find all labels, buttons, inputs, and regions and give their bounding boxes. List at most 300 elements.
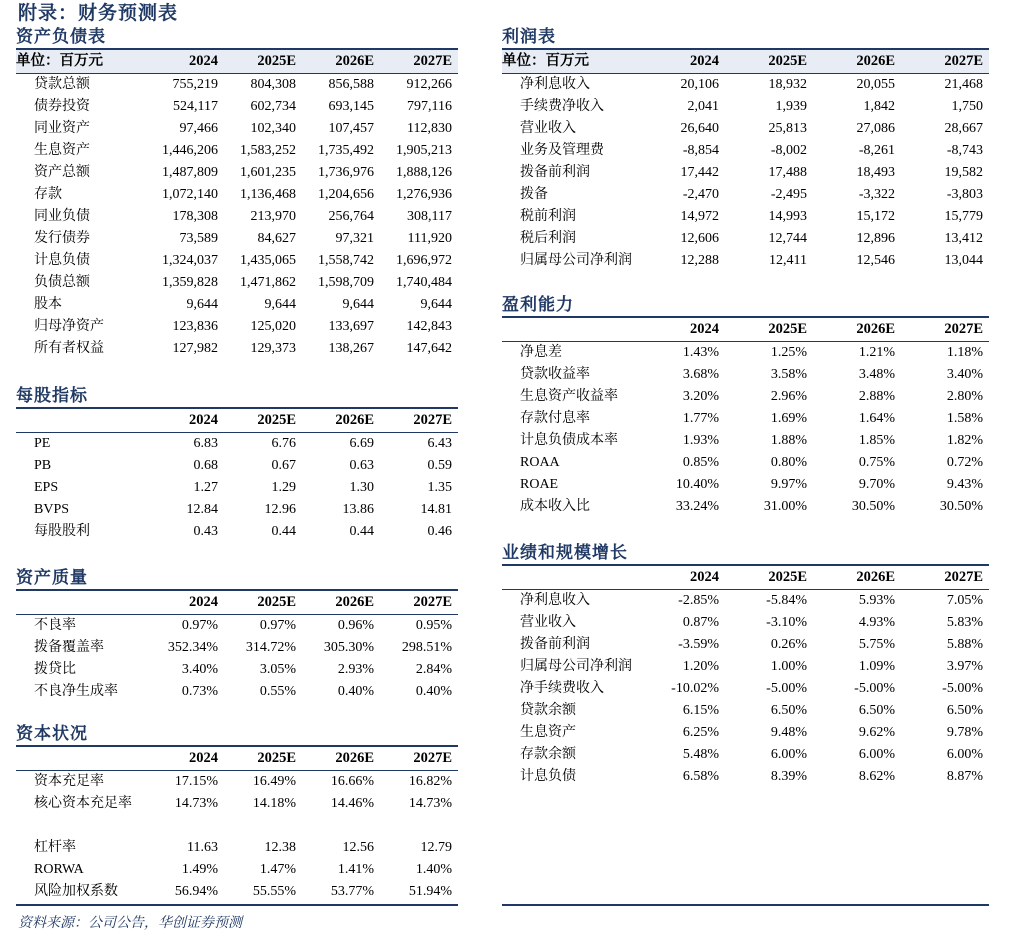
cell-value: 6.00% <box>770 747 807 762</box>
table-row <box>502 118 989 140</box>
year-header: 2026E <box>813 318 901 342</box>
table-row <box>502 342 989 365</box>
table-row <box>502 206 989 228</box>
cell-value: 0.44 <box>349 524 374 539</box>
cell-value: 107,457 <box>328 121 374 136</box>
section-growth <box>502 542 989 788</box>
section-title: 资本状况 <box>16 724 88 743</box>
cell-value: 8.62% <box>858 769 895 784</box>
cell-value: 0.96% <box>337 618 374 633</box>
row-label: 所有者权益 <box>34 341 104 356</box>
row-label: 存款 <box>34 187 62 202</box>
cell-value: 14.73% <box>408 796 452 811</box>
year-header: 2024 <box>146 409 224 433</box>
cell-value: 0.97% <box>181 618 218 633</box>
bottom-divider-left <box>16 904 458 906</box>
row-label: 营业收入 <box>520 121 576 136</box>
year-header: 2027E <box>380 591 458 615</box>
row-label: 股本 <box>34 297 62 312</box>
per-share-table <box>16 409 458 543</box>
table-row <box>16 338 458 360</box>
section-title: 每股指标 <box>16 386 88 405</box>
cell-value: 56.94% <box>174 884 218 899</box>
cell-value: -8,854 <box>682 143 719 158</box>
cell-value: 97,321 <box>335 231 374 246</box>
cell-value: 308,117 <box>407 209 452 224</box>
row-label: 不良率 <box>34 618 76 633</box>
cell-value: 17.15% <box>174 774 218 789</box>
cell-value: 5.88% <box>946 637 983 652</box>
cell-value: 17,488 <box>768 165 807 180</box>
cell-value: 1.82% <box>946 433 983 448</box>
table-row <box>16 815 458 837</box>
cell-value: 2.88% <box>858 389 895 404</box>
row-label: 计息负债 <box>34 253 90 268</box>
cell-value: 0.59 <box>427 458 452 473</box>
header-spacer <box>16 747 146 771</box>
cell-value: 797,116 <box>407 99 452 114</box>
cell-value: 13,412 <box>944 231 983 246</box>
unit-label: 单位：百万元 <box>502 50 637 74</box>
cell-value <box>146 815 224 837</box>
asset-quality-table <box>16 591 458 703</box>
table-row <box>16 793 458 815</box>
cell-value: 147,642 <box>406 341 452 356</box>
cell-value: 1.30 <box>349 480 374 495</box>
cell-value: 7.05% <box>946 593 983 608</box>
cell-value: 755,219 <box>172 77 218 92</box>
row-label: 生息资产 <box>34 143 90 158</box>
section-income <box>502 26 989 272</box>
cell-value: 15,779 <box>944 209 983 224</box>
cell-value: 6.50% <box>770 703 807 718</box>
cell-value: 12,546 <box>856 253 895 268</box>
year-header: 2024 <box>146 747 224 771</box>
cell-value: 12.56 <box>342 840 374 855</box>
table-row <box>502 184 989 206</box>
cell-value: 0.87% <box>682 615 719 630</box>
cell-value: 26,640 <box>680 121 719 136</box>
cell-value: -3.10% <box>766 615 807 630</box>
source-note: 资料来源：公司公告，华创证券预测 <box>18 916 242 931</box>
row-label: BVPS <box>34 502 70 517</box>
cell-value: 9,644 <box>420 297 452 312</box>
section-balance-sheet <box>16 26 458 360</box>
header-row <box>16 50 458 74</box>
cell-value: 5.93% <box>858 593 895 608</box>
cell-value: 9,644 <box>186 297 218 312</box>
cell-value: -5.00% <box>766 681 807 696</box>
cell-value: 9.62% <box>858 725 895 740</box>
cell-value: 1.64% <box>858 411 895 426</box>
cell-value: 4.93% <box>858 615 895 630</box>
year-header: 2026E <box>813 50 901 74</box>
row-label: 同业资产 <box>34 121 90 136</box>
row-label: 拨备前利润 <box>520 165 590 180</box>
section-title: 业绩和规模增长 <box>502 543 628 562</box>
cell-value: 1.85% <box>858 433 895 448</box>
cell-value: 16.82% <box>408 774 452 789</box>
unit-label: 单位：百万元 <box>16 50 146 74</box>
cell-value: 14,972 <box>680 209 719 224</box>
year-header: 2024 <box>146 591 224 615</box>
income-table <box>502 50 989 272</box>
cell-value: 1,905,213 <box>396 143 452 158</box>
cell-value: 0.44 <box>271 524 296 539</box>
cell-value: 5.75% <box>858 637 895 652</box>
table-row <box>16 272 458 294</box>
row-label: 计息负债成本率 <box>520 433 618 448</box>
row-label: RORWA <box>34 862 84 877</box>
cell-value: 13.86 <box>342 502 374 517</box>
year-header: 2025E <box>224 591 302 615</box>
table-row <box>16 659 458 681</box>
year-header: 2024 <box>146 50 224 74</box>
table-row <box>502 744 989 766</box>
year-header: 2027E <box>380 50 458 74</box>
cell-value: 524,117 <box>173 99 218 114</box>
year-header: 2025E <box>725 566 813 590</box>
cell-value: 17,442 <box>680 165 719 180</box>
row-label: 拨备 <box>520 187 548 202</box>
cell-value: 1.40% <box>415 862 452 877</box>
cell-value: 1,446,206 <box>162 143 218 158</box>
cell-value: 20,106 <box>680 77 719 92</box>
cell-value: 0.75% <box>858 455 895 470</box>
cell-value: 178,308 <box>172 209 218 224</box>
cell-value: 1,471,862 <box>240 275 296 290</box>
cell-value: 9.97% <box>770 477 807 492</box>
cell-value: 15,172 <box>856 209 895 224</box>
cell-value: 602,734 <box>250 99 296 114</box>
cell-value: 16.66% <box>330 774 374 789</box>
cell-value: 1.58% <box>946 411 983 426</box>
cell-value: 13,044 <box>944 253 983 268</box>
header-row <box>502 566 989 590</box>
cell-value: 12,744 <box>768 231 807 246</box>
cell-value: 1,939 <box>775 99 807 114</box>
row-label: 拨备前利润 <box>520 637 590 652</box>
year-header: 2027E <box>380 747 458 771</box>
row-label: 存款余额 <box>520 747 576 762</box>
cell-value: 19,582 <box>944 165 983 180</box>
cell-value: 11.63 <box>187 840 218 855</box>
cell-value: 142,843 <box>406 319 452 334</box>
page-title: 附录：财务预测表 <box>18 3 179 24</box>
row-label: 拨备覆盖率 <box>34 640 104 655</box>
cell-value: 9.70% <box>858 477 895 492</box>
table-row <box>16 206 458 228</box>
cell-value: 1,324,037 <box>162 253 218 268</box>
cell-value: 3.58% <box>770 367 807 382</box>
cell-value: 6.15% <box>682 703 719 718</box>
cell-value: 8.87% <box>946 769 983 784</box>
table-row <box>16 140 458 162</box>
table-row <box>16 74 458 97</box>
row-label <box>16 815 146 837</box>
row-label: 风险加权系数 <box>34 884 118 899</box>
header-spacer <box>502 318 637 342</box>
table-row <box>16 681 458 703</box>
table-row <box>502 722 989 744</box>
cell-value: 1,601,235 <box>240 165 296 180</box>
year-header: 2027E <box>901 318 989 342</box>
cell-value: 3.20% <box>682 389 719 404</box>
cell-value: 9.48% <box>770 725 807 740</box>
table-row <box>16 316 458 338</box>
year-header: 2026E <box>302 591 380 615</box>
row-label: 每股股利 <box>34 524 90 539</box>
row-label: 核心资本充足率 <box>34 796 132 811</box>
table-row <box>502 474 989 496</box>
cell-value: 1,359,828 <box>162 275 218 290</box>
cell-value: -2.85% <box>678 593 719 608</box>
table-row <box>16 162 458 184</box>
cell-value: 6.58% <box>682 769 719 784</box>
cell-value: 1,204,656 <box>318 187 374 202</box>
balance-sheet-table <box>16 50 458 360</box>
cell-value: 129,373 <box>250 341 296 356</box>
cell-value: 12,896 <box>856 231 895 246</box>
table-row <box>502 612 989 634</box>
cell-value: 1.20% <box>682 659 719 674</box>
table-row <box>16 228 458 250</box>
row-label: EPS <box>34 480 59 495</box>
row-label: PE <box>34 436 51 451</box>
year-header: 2025E <box>224 409 302 433</box>
cell-value: 3.68% <box>682 367 719 382</box>
header-spacer <box>16 591 146 615</box>
cell-value: 1,696,972 <box>396 253 452 268</box>
table-row <box>502 656 989 678</box>
cell-value: 3.05% <box>259 662 296 677</box>
cell-value: 84,627 <box>257 231 296 246</box>
cell-value: 0.55% <box>259 684 296 699</box>
table-row <box>502 96 989 118</box>
cell-value: 1,136,468 <box>240 187 296 202</box>
cell-value: -10.02% <box>671 681 719 696</box>
cell-value: 28,667 <box>944 121 983 136</box>
row-label: 净利息收入 <box>520 593 590 608</box>
row-label: 负债总额 <box>34 275 90 290</box>
cell-value: 14.81 <box>420 502 452 517</box>
section-asset-quality <box>16 567 458 703</box>
row-label: 成本收入比 <box>520 499 590 514</box>
row-label: 债券投资 <box>34 99 90 114</box>
cell-value: 12,606 <box>680 231 719 246</box>
cell-value: 1.69% <box>770 411 807 426</box>
cell-value: 123,836 <box>172 319 218 334</box>
cell-value: 6.69 <box>349 436 374 451</box>
cell-value: 14.73% <box>174 796 218 811</box>
cell-value: 27,086 <box>856 121 895 136</box>
row-label: 税前利润 <box>520 209 576 224</box>
cell-value: 1.77% <box>682 411 719 426</box>
cell-value: 6.00% <box>946 747 983 762</box>
table-row <box>16 455 458 477</box>
year-header: 2025E <box>224 50 302 74</box>
row-label: 税后利润 <box>520 231 576 246</box>
cell-value: 20,055 <box>856 77 895 92</box>
header-spacer <box>502 566 637 590</box>
cell-value: 2.80% <box>946 389 983 404</box>
cell-value: 5.48% <box>682 747 719 762</box>
table-row <box>502 430 989 452</box>
cell-value: -8,261 <box>858 143 895 158</box>
cell-value: 25,813 <box>768 121 807 136</box>
cell-value: 6.00% <box>858 747 895 762</box>
cell-value: -8,743 <box>946 143 983 158</box>
cell-value: 1,487,809 <box>162 165 218 180</box>
cell-value: 53.77% <box>330 884 374 899</box>
cell-value: 3.40% <box>946 367 983 382</box>
cell-value: 73,589 <box>179 231 218 246</box>
cell-value: 3.97% <box>946 659 983 674</box>
cell-value: 1.27 <box>193 480 218 495</box>
cell-value: 0.26% <box>770 637 807 652</box>
row-label: 净利息收入 <box>520 77 590 92</box>
cell-value: 6.43 <box>427 436 452 451</box>
row-label: 贷款收益率 <box>520 367 590 382</box>
cell-value: 12,411 <box>769 253 807 268</box>
row-label: 拨贷比 <box>34 662 76 677</box>
cell-value: 213,970 <box>250 209 296 224</box>
cell-value <box>380 815 458 837</box>
cell-value: 1,740,484 <box>396 275 452 290</box>
cell-value: 1.88% <box>770 433 807 448</box>
cell-value: 6.50% <box>858 703 895 718</box>
cell-value: 21,468 <box>944 77 983 92</box>
cell-value: 30.50% <box>939 499 983 514</box>
row-label: 归属母公司净利润 <box>520 659 632 674</box>
cell-value: 305.30% <box>323 640 374 655</box>
cell-value: 1,888,126 <box>396 165 452 180</box>
cell-value: 9,644 <box>342 297 374 312</box>
table-row <box>502 634 989 656</box>
cell-value: 1,583,252 <box>240 143 296 158</box>
cell-value: 55.55% <box>252 884 296 899</box>
cell-value: 133,697 <box>328 319 374 334</box>
cell-value: 1.09% <box>858 659 895 674</box>
cell-value: 1.21% <box>858 345 895 360</box>
row-label: PB <box>34 458 52 473</box>
year-header: 2026E <box>302 50 380 74</box>
cell-value: 693,145 <box>328 99 374 114</box>
profitability-table <box>502 318 989 518</box>
row-label: 计息负债 <box>520 769 576 784</box>
cell-value: -5.00% <box>854 681 895 696</box>
cell-value: 16.49% <box>252 774 296 789</box>
cell-value: 0.73% <box>181 684 218 699</box>
cell-value: 2.96% <box>770 389 807 404</box>
table-row <box>16 294 458 316</box>
year-header: 2026E <box>302 409 380 433</box>
cell-value: 9,644 <box>264 297 296 312</box>
row-label: 同业负债 <box>34 209 90 224</box>
row-label: 营业收入 <box>520 615 576 630</box>
table-row <box>16 477 458 499</box>
header-row <box>16 591 458 615</box>
table-row <box>502 228 989 250</box>
table-row <box>16 771 458 794</box>
row-label: 发行债券 <box>34 231 90 246</box>
cell-value: -3,803 <box>946 187 983 202</box>
table-row <box>16 637 458 659</box>
row-label: 资产总额 <box>34 165 90 180</box>
cell-value: 6.83 <box>193 436 218 451</box>
table-row <box>502 364 989 386</box>
cell-value: 1.35 <box>427 480 452 495</box>
cell-value: -5.00% <box>942 681 983 696</box>
cell-value: 1.43% <box>682 345 719 360</box>
cell-value: 1,736,976 <box>318 165 374 180</box>
cell-value: 9.78% <box>946 725 983 740</box>
table-row <box>502 700 989 722</box>
cell-value: 856,588 <box>328 77 374 92</box>
cell-value <box>302 815 380 837</box>
header-spacer <box>16 409 146 433</box>
cell-value: -3.59% <box>678 637 719 652</box>
cell-value: 2.93% <box>337 662 374 677</box>
cell-value: 0.67 <box>271 458 296 473</box>
header-row <box>502 318 989 342</box>
cell-value: 12.38 <box>264 840 296 855</box>
cell-value <box>224 815 302 837</box>
row-label: 归母净资产 <box>34 319 104 334</box>
row-label: 资本充足率 <box>34 774 104 789</box>
cell-value: 12.84 <box>186 502 218 517</box>
table-row <box>502 452 989 474</box>
year-header: 2027E <box>901 50 989 74</box>
cell-value: -5.84% <box>766 593 807 608</box>
year-header: 2026E <box>302 747 380 771</box>
table-row <box>16 859 458 881</box>
cell-value: -8,002 <box>770 143 807 158</box>
cell-value: 352.34% <box>167 640 218 655</box>
cell-value: 12,288 <box>680 253 719 268</box>
cell-value: 1,735,492 <box>318 143 374 158</box>
cell-value: 0.63 <box>349 458 374 473</box>
cell-value: 30.50% <box>851 499 895 514</box>
cell-value: 1.93% <box>682 433 719 448</box>
cell-value: 0.40% <box>337 684 374 699</box>
table-row <box>16 433 458 456</box>
year-header: 2027E <box>901 566 989 590</box>
row-label: 存款付息率 <box>520 411 590 426</box>
table-row <box>16 521 458 543</box>
table-row <box>502 140 989 162</box>
table-row <box>502 386 989 408</box>
table-row <box>16 499 458 521</box>
cell-value: 12.79 <box>420 840 452 855</box>
table-row <box>502 250 989 272</box>
cell-value: 2.84% <box>415 662 452 677</box>
year-header: 2024 <box>637 318 725 342</box>
bottom-divider-right <box>502 904 989 906</box>
row-label: 贷款总额 <box>34 77 90 92</box>
cell-value: 51.94% <box>408 884 452 899</box>
row-label: ROAE <box>520 477 559 492</box>
table-row <box>16 615 458 638</box>
year-header: 2025E <box>725 318 813 342</box>
row-label: ROAA <box>520 455 560 470</box>
year-header: 2027E <box>380 409 458 433</box>
table-row <box>502 678 989 700</box>
row-label: 生息资产 <box>520 725 576 740</box>
header-row <box>16 409 458 433</box>
cell-value: 18,493 <box>856 165 895 180</box>
row-label: 归属母公司净利润 <box>520 253 632 268</box>
